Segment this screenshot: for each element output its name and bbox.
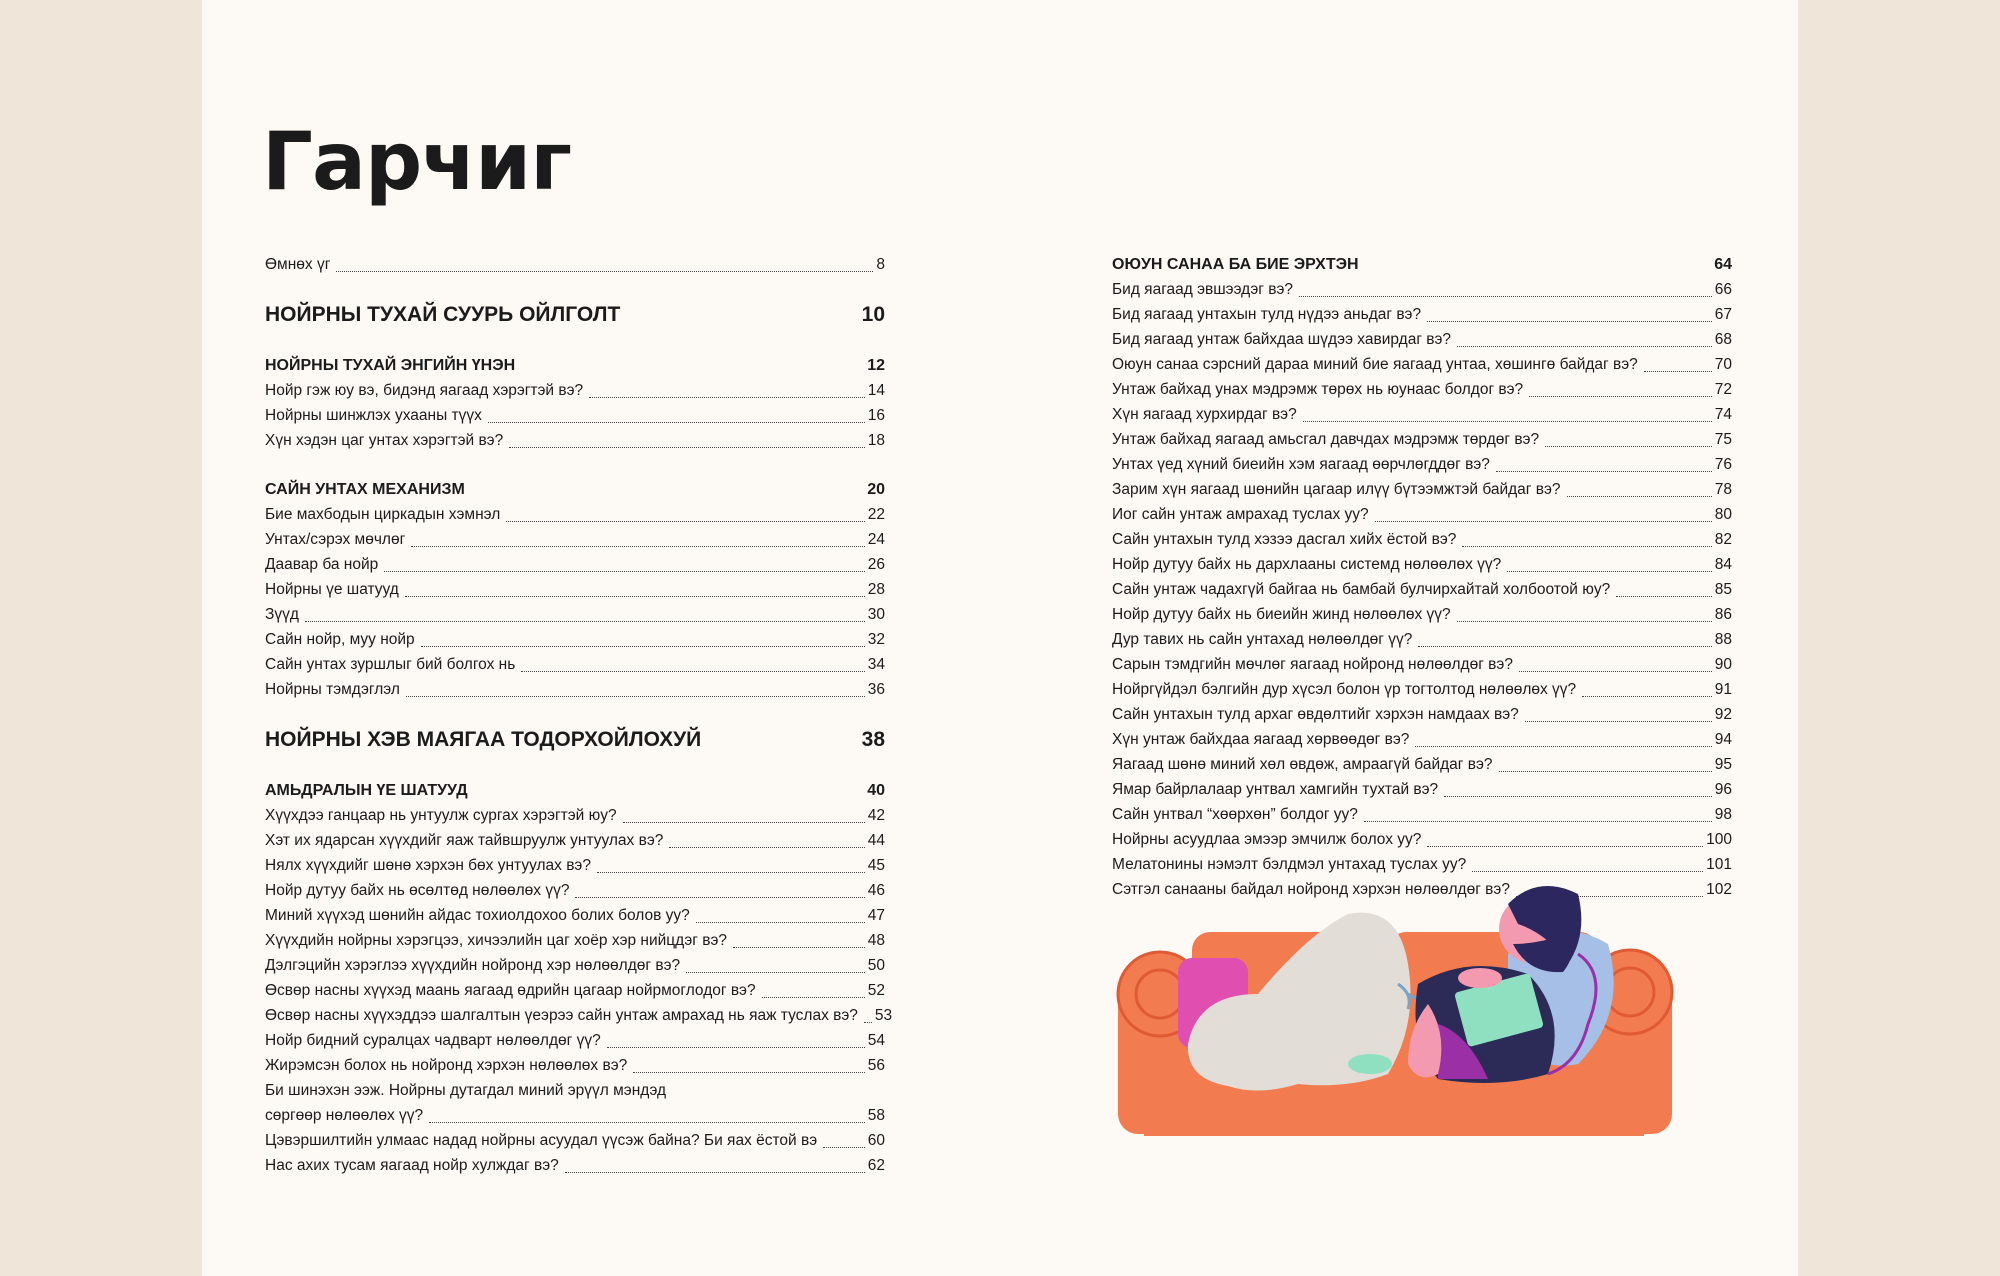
toc-entry-title: сөргөөр нөлөөлөх үү? (265, 1107, 424, 1124)
page-number: 82 (1714, 531, 1732, 548)
page-number: 98 (1714, 806, 1732, 823)
toc-entry[interactable] (265, 1128, 885, 1153)
dot-leader (1364, 821, 1712, 822)
page-number: 94 (1714, 731, 1732, 748)
page-number: 101 (1706, 856, 1732, 873)
toc-entry-title: Яагаад шөнө миний хөл өвдөж, амраагүй байдаг вэ? (1112, 756, 1493, 773)
toc-entry[interactable] (265, 1028, 885, 1053)
toc-part-heading[interactable] (265, 295, 885, 335)
page-number: 16 (867, 407, 885, 424)
toc-entry[interactable] (1112, 827, 1732, 852)
dot-leader (336, 271, 873, 272)
dot-leader (429, 1122, 865, 1123)
page-number: 54 (867, 1032, 885, 1049)
toc-entry-title: Нялх хүүхдийг шөнө хэрхэн бөх унтуулах вэ? (265, 857, 591, 874)
toc-entry-title: Цэвэршилтийн улмаас надад нойрны асуудал үүсэж байна? Би яах ёстой вэ (265, 1132, 818, 1149)
toc-entry[interactable] (265, 378, 885, 403)
toc-entry[interactable] (1112, 652, 1732, 677)
toc-entry[interactable] (265, 577, 885, 602)
dot-leader (1529, 396, 1712, 397)
dot-leader (1472, 871, 1703, 872)
toc-entry-title: Нойрны үе шатууд (265, 581, 399, 598)
toc-entry-title: Нас ахих тусам яагаад нойр хулждаг вэ? (265, 1157, 559, 1174)
toc-entry-title: САЙН УНТАХ МЕХАНИЗМ (265, 481, 465, 498)
dot-leader (1457, 346, 1712, 347)
dot-leader (1457, 621, 1712, 622)
dot-leader (1299, 296, 1712, 297)
dot-leader (575, 897, 864, 898)
page-number: 84 (1714, 556, 1732, 573)
dot-leader (384, 571, 864, 572)
toc-entry[interactable] (265, 978, 885, 1003)
dot-leader (607, 1047, 865, 1048)
toc-entry-title: Хүн хэдэн цаг унтах хэрэгтэй вэ? (265, 432, 504, 449)
page-number: 88 (1714, 631, 1732, 648)
foot (1348, 1054, 1392, 1074)
page-number: 92 (1714, 706, 1732, 723)
toc-entry-title: НОЙРНЫ ТУХАЙ СУУРЬ ОЙЛГОЛТ (265, 303, 621, 326)
dot-leader (1496, 471, 1712, 472)
dot-leader (1582, 696, 1712, 697)
page-number: 24 (867, 531, 885, 548)
toc-entry[interactable] (265, 1153, 885, 1178)
dot-leader (405, 596, 865, 597)
page-number: 26 (867, 556, 885, 573)
toc-section-heading[interactable] (265, 477, 885, 502)
dot-leader (506, 521, 864, 522)
toc-left-column (265, 252, 893, 1178)
page-number: 38 (861, 728, 885, 751)
toc-entry-title: Зарим хүн яагаад шөнийн цагаар илүү бүтээмжтэй байдаг вэ? (1112, 481, 1561, 498)
toc-entry-title: Өсвөр насны хүүхэд маань яагаад өдрийн цагаар нойрмоглодог вэ? (265, 982, 756, 999)
page-number: 30 (867, 606, 885, 623)
toc-entry[interactable] (1112, 302, 1732, 327)
page-number: 75 (1714, 431, 1732, 448)
toc-entry-title: Бие махбодын циркадын хэмнэл (265, 506, 501, 523)
toc-entry[interactable] (1112, 627, 1732, 652)
dot-leader (623, 822, 865, 823)
page-number: 96 (1714, 781, 1732, 798)
toc-entry-title: Дур тавих нь сайн унтахад нөлөөлдөг үү? (1112, 631, 1413, 648)
dot-leader (1427, 321, 1712, 322)
toc-entry-title: Хэт их ядарсан хүүхдийг яаж тайвшруулж унтуулах вэ? (265, 832, 664, 849)
toc-entry[interactable] (1112, 677, 1732, 702)
spacer (265, 277, 885, 295)
toc-section-heading[interactable] (265, 778, 885, 803)
dot-leader (864, 1022, 872, 1023)
dot-leader (669, 847, 864, 848)
dot-leader (1415, 746, 1711, 747)
page-number: 66 (1714, 281, 1732, 298)
toc-entry-title: Унтаж байхад яагаад амьсгал давчдах мэдрэмж төрдөг вэ? (1112, 431, 1540, 448)
toc-entry-title: АМЬДРАЛЫН ҮЕ ШАТУУД (265, 782, 468, 799)
sleeping-man-illustration (1108, 874, 1748, 1144)
toc-entry-title: Ямар байрлалаар унтвал хамгийн тухтай вэ? (1112, 781, 1439, 798)
toc-entry[interactable] (1112, 527, 1732, 552)
page-number: 70 (1714, 356, 1732, 373)
toc-entry-title: Хүүхдийн нойрны хэрэгцээ, хичээлийн цаг хоёр хэр нийцдэг вэ? (265, 932, 728, 949)
dot-leader (823, 1147, 865, 1148)
dot-leader (488, 422, 865, 423)
toc-section-heading[interactable] (265, 353, 885, 378)
toc-entry[interactable] (265, 878, 885, 903)
dot-leader (1567, 496, 1712, 497)
toc-entry[interactable] (265, 252, 885, 277)
spacer (265, 453, 885, 477)
page-number: 45 (867, 857, 885, 874)
toc-entry[interactable] (1112, 602, 1732, 627)
page-number: 95 (1714, 756, 1732, 773)
toc-entry[interactable] (1112, 727, 1732, 752)
toc-section-heading[interactable] (1112, 252, 1732, 277)
page-number: 68 (1714, 331, 1732, 348)
toc-entry[interactable] (1112, 277, 1732, 302)
toc-entry-title: Сайн нойр, муу нойр (265, 631, 415, 648)
toc-entry[interactable] (265, 803, 885, 828)
page-number: 50 (867, 957, 885, 974)
dot-leader (1375, 521, 1712, 522)
toc-entry-title: Нойргүйдэл бэлгийн дур хүсэл болон үр тогтолтод нөлөөлөх үү? (1112, 681, 1577, 698)
dot-leader (1418, 646, 1711, 647)
dot-leader (733, 947, 865, 948)
toc-entry-title: Хүүхдээ ганцаар нь унтуулж сургах хэрэгтэй юу? (265, 807, 617, 824)
toc-entry-title: Бид яагаад эвшээдэг вэ? (1112, 281, 1294, 298)
page-number: 14 (867, 382, 885, 399)
dot-leader (305, 621, 865, 622)
page-number: 76 (1714, 456, 1732, 473)
spacer (265, 335, 885, 353)
toc-entry-title: Нойрны тэмдэглэл (265, 681, 400, 698)
toc-entry[interactable] (1112, 377, 1732, 402)
toc-entry-title: Зүүд (265, 606, 299, 623)
toc-entry-title: НОЙРНЫ ТУХАЙ ЭНГИЙН ҮНЭН (265, 357, 516, 374)
toc-entry[interactable] (1112, 402, 1732, 427)
page-number: 46 (867, 882, 885, 899)
toc-entry-title: Нойр гэж юу вэ, бидэнд яагаад хэрэгтэй вэ? (265, 382, 584, 399)
page-number: 85 (1714, 581, 1732, 598)
toc-entry[interactable] (1112, 702, 1732, 727)
toc-entry[interactable] (265, 953, 885, 978)
toc-entry-title: Дэлгэцийн хэрэглээ хүүхдийн нойронд хэр нөлөөлдөг вэ? (265, 957, 681, 974)
toc-entry[interactable] (1112, 802, 1732, 827)
dot-leader (1525, 721, 1712, 722)
toc-entry[interactable] (265, 1053, 885, 1078)
dot-leader (686, 972, 865, 973)
toc-entry[interactable] (1112, 552, 1732, 577)
dot-leader (521, 671, 864, 672)
page-number: 28 (867, 581, 885, 598)
toc-entry-title: Нойр дутуу байх нь биеийн жинд нөлөөлөх үү? (1112, 606, 1451, 623)
page-number: 53 (874, 1007, 893, 1024)
toc-entry[interactable] (1112, 327, 1732, 352)
toc-entry-title: Оюун санаа сэрсний дараа миний бие яагаад унтаа, хөшингө байдаг вэ? (1112, 356, 1638, 373)
toc-entry[interactable] (265, 1003, 893, 1028)
toc-entry[interactable] (1112, 577, 1732, 602)
toc-entry[interactable] (1112, 427, 1732, 452)
page-number: 86 (1714, 606, 1732, 623)
toc-entry[interactable] (1112, 502, 1732, 527)
page-number: 48 (867, 932, 885, 949)
dot-leader (421, 646, 865, 647)
page-number: 91 (1714, 681, 1732, 698)
page-number: 32 (867, 631, 885, 648)
dot-leader (1507, 571, 1712, 572)
page-number: 18 (867, 432, 885, 449)
toc-entry[interactable] (265, 627, 885, 652)
toc-entry-title: Өсвөр насны хүүхэддээ шалгалтын үеэрээ сайн унтаж амрахад нь яаж туслах вэ? (265, 1007, 858, 1024)
toc-entry[interactable] (1112, 477, 1732, 502)
toc-entry[interactable] (1112, 352, 1732, 377)
dot-leader (762, 997, 865, 998)
dot-leader (696, 922, 865, 923)
toc-entry[interactable] (265, 552, 885, 577)
dot-leader (1427, 846, 1703, 847)
toc-entry-title: Унтаж байхад унах мэдрэмж төрөх нь юунаас болдог вэ? (1112, 381, 1524, 398)
toc-entry-title: ОЮУН САНАА БА БИЕ ЭРХТЭН (1112, 256, 1359, 273)
page-number: 47 (867, 907, 885, 924)
toc-entry[interactable] (265, 428, 885, 453)
toc-entry-title: Сайн унтвал “хөөрхөн” болдог уу? (1112, 806, 1358, 823)
page-number: 20 (867, 481, 885, 498)
page-number: 52 (867, 982, 885, 999)
toc-entry-title: Мелатонины нэмэлт бэлдмэл унтахад туслах уу? (1112, 856, 1467, 873)
page-number: 78 (1714, 481, 1732, 498)
page-number: 36 (867, 681, 885, 698)
dot-leader (633, 1072, 865, 1073)
page-number: 12 (867, 357, 885, 374)
toc-entry[interactable] (1112, 777, 1732, 802)
hand (1458, 968, 1502, 988)
page-number: 10 (861, 303, 885, 326)
page-number: 40 (867, 782, 885, 799)
page-number: 64 (1714, 256, 1732, 273)
toc-entry[interactable] (265, 602, 885, 627)
toc-entry-continued: Би шинэхэн ээж. Нойрны дутагдал миний эрүүл мэндэд (265, 1082, 667, 1099)
page-number: 56 (867, 1057, 885, 1074)
page-number: 22 (867, 506, 885, 523)
dot-leader (1303, 421, 1712, 422)
toc-entry-title: Бид яагаад унтахын тулд нүдээ аньдаг вэ? (1112, 306, 1422, 323)
toc-part-heading[interactable] (265, 720, 885, 760)
page-number: 80 (1714, 506, 1732, 523)
toc-entry-title: Хүн яагаад хурхирдаг вэ? (1112, 406, 1297, 423)
page-number: 67 (1714, 306, 1732, 323)
toc-entry[interactable] (265, 652, 885, 677)
toc-entry[interactable] (265, 677, 885, 702)
toc-entry-title: Нойр дутуу байх нь дархлааны системд нөлөөлөх үү? (1112, 556, 1502, 573)
toc-entry-title: Сайн унтах зуршлыг бий болгох нь (265, 656, 516, 673)
toc-entry[interactable] (265, 403, 885, 428)
dot-leader (1462, 546, 1711, 547)
spacer (265, 702, 885, 720)
toc-entry-title: Иог сайн унтаж амрахад туслах уу? (1112, 506, 1369, 523)
toc-entry-title: Сайн унтаж чадахгүй байгаа нь бамбай булчирхайтай холбоотой юу? (1112, 581, 1611, 598)
page-number: 34 (867, 656, 885, 673)
toc-entry[interactable] (265, 1103, 885, 1128)
dot-leader (1644, 371, 1712, 372)
page-title: Гарчиг (262, 115, 571, 208)
dot-leader (509, 447, 865, 448)
toc-entry-title: Бид яагаад унтаж байхдаа шүдээ хавирдаг вэ? (1112, 331, 1452, 348)
page-number: 74 (1714, 406, 1732, 423)
page-number: 90 (1714, 656, 1732, 673)
dot-leader (1616, 596, 1712, 597)
page-number: 102 (1706, 881, 1732, 898)
dot-leader (589, 397, 865, 398)
page-number: 58 (867, 1107, 885, 1124)
dot-leader (1545, 446, 1712, 447)
page-number: 72 (1714, 381, 1732, 398)
toc-entry-title: Унтах/сэрэх мөчлөг (265, 531, 406, 548)
toc-entry-title: Даавар ба нойр (265, 556, 379, 573)
dot-leader (411, 546, 865, 547)
page-number: 100 (1706, 831, 1732, 848)
toc-entry-title: Хүн унтаж байхдаа яагаад хөрвөөдөг вэ? (1112, 731, 1410, 748)
toc-entry[interactable] (265, 928, 885, 953)
toc-entry-title: Сэтгэл санааны байдал нойронд хэрхэн нөлөөлдөг вэ? (1112, 881, 1510, 898)
toc-entry-title: Нойрны шинжлэх ухааны түүх (265, 407, 482, 424)
page-number: 42 (867, 807, 885, 824)
toc-entry-title: Нойр бидний суралцах чадварт нөлөөлдөг үү? (265, 1032, 601, 1049)
page-number: 8 (876, 256, 885, 273)
toc-entry-title: НОЙРНЫ ХЭВ МАЯГАА ТОДОРХОЙЛОХУЙ (265, 728, 702, 751)
toc-entry[interactable] (1112, 452, 1732, 477)
toc-entry-title: Сайн унтахын тулд архаг өвдөлтийг хэрхэн намдаах вэ? (1112, 706, 1519, 723)
toc-right-column (1112, 252, 1732, 902)
dot-leader (1444, 796, 1712, 797)
page-number: 44 (867, 832, 885, 849)
toc-entry-title: Миний хүүхэд шөнийн айдас тохиолдохоо болих болов уу? (265, 907, 690, 924)
dot-leader (565, 1172, 865, 1173)
toc-entry-title: Унтах үед хүний биеийн хэм яагаад өөрчлөгддөг вэ? (1112, 456, 1490, 473)
toc-entry[interactable] (265, 527, 885, 552)
toc-entry-title: Нойр дутуу байх нь өсөлтөд нөлөөлөх үү? (265, 882, 570, 899)
toc-entry-title: Сарын тэмдгийн мөчлөг яагаад нойронд нөлөөлдөг вэ? (1112, 656, 1513, 673)
page-number: 60 (867, 1132, 885, 1149)
toc-entry[interactable] (265, 903, 885, 928)
toc-entry[interactable] (265, 502, 885, 527)
toc-entry[interactable] (265, 853, 885, 878)
toc-entry-title: Сайн унтахын тулд хэзээ дасгал хийх ёстой вэ? (1112, 531, 1457, 548)
toc-entry-title: Өмнөх үг (265, 256, 331, 273)
toc-entry-title: Нойрны асуудлаа эмээр эмчилж болох уу? (1112, 831, 1422, 848)
toc-entry[interactable] (1112, 752, 1732, 777)
toc-entry[interactable] (265, 828, 885, 853)
dot-leader (406, 696, 865, 697)
spacer (265, 760, 885, 778)
toc-entry-title: Жирэмсэн болох нь нойронд хэрхэн нөлөөлөх вэ? (265, 1057, 628, 1074)
dot-leader (597, 872, 865, 873)
dot-leader (1519, 671, 1712, 672)
page-number: 62 (867, 1157, 885, 1174)
dot-leader (1499, 771, 1712, 772)
